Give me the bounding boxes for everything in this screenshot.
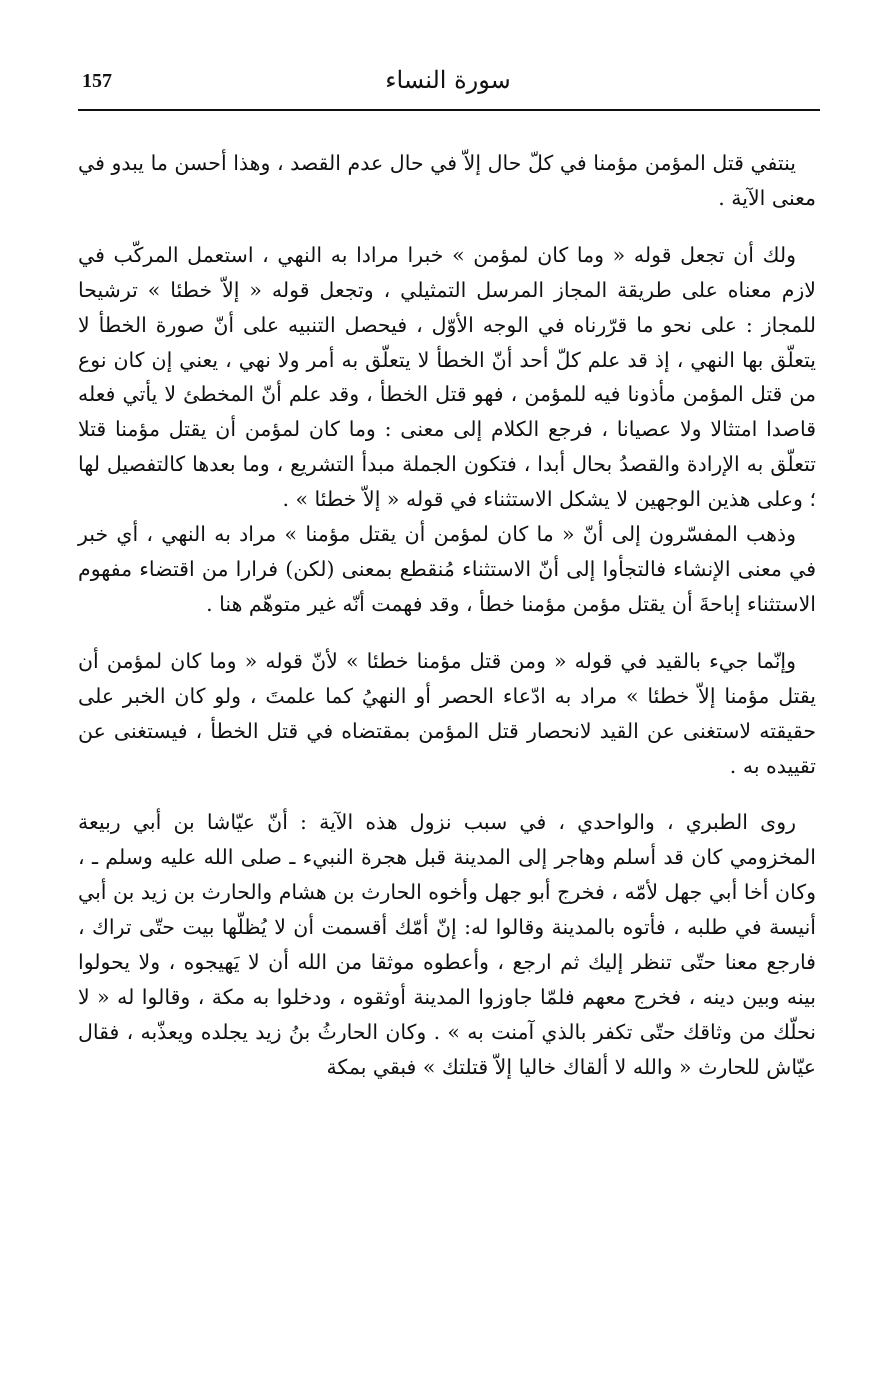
header-rule <box>78 109 820 111</box>
paragraph: ينتفي قتل المؤمن مؤمنا في كلّ حال إلاّ في حال عدم القصد ، وهذا أحسن ما يبدو في معنى الآية . <box>78 151 816 210</box>
paragraph: ولك أن تجعل قوله « وما كان لمؤمن » خبرا مرادا به النهي ، استعمل المركّب في لازم معناه على طريقة المجاز المرسل التمثيلي ، وتجعل قوله « إلاّ خطئا » ترشيحا للمجاز : على نحو ما قرّرناه في الوجه الأوّل ، فيحصل التنبيه على أنّ صورة الخطأ لا يتعلّق بها النهي ، إذ قد علم كلّ أحد أنّ الخطأ لا يتعلّق به أمر ولا نهي ، يعني إن كان نوع من قتل المؤمن مأذونا فيه للمؤمن ، فهو قتل الخطأ ، وقد علم أنّ المخطئ لا يأتي فعله قاصدا امتثالا ولا عصيانا ، فرجع الكلام إلى معنى : وما كان لمؤمن أن يقتل مؤمنا قتلا تتعلّق به الإرادة والقصدُ بحال أبدا ، فتكون الجملة مبدأ التشريع ، وما بعدها كالتفصيل لها ؛ وعلى هذين الوجهين لا يشكل الاستثناء في قوله « إلاّ خطئا » . <box>78 242 816 512</box>
paragraph: وذهب المفسّرون إلى أنّ « ما كان لمؤمن أن يقتل مؤمنا » مراد به النهي ، أي خبر في معنى الإنشاء فالتجأوا إلى أنّ الاستثناء مُنقطع بمعنى (لكن) فرارا من اقتضاء مفهوم الاستثناء إباحةَ أن يقتل مؤمن مؤمنا خطأ ، وقد فهمت أنّه غير متوهّم هنا . <box>78 522 816 616</box>
page-header <box>78 58 818 102</box>
paragraph: روى الطبري ، والواحدي ، في سبب نزول هذه الآية : أنّ عيّاشا بن أبي ربيعة المخزومي كان قد أسلم وهاجر إلى المدينة قبل هجرة النبيء ـ صلى الله عليه وسلم ـ ، وكان أخا أبي جهل لأمّه ، فخرج أبو جهل وأخوه الحارث بن هشام والحارث بن زيد بن أبي أنيسة في طلبه ، فأتوه بالمدينة وقالوا له: إنّ أمّك أقسمت أن لا يُظلّها بيت حتّى تراك ، فارجع معنا حتّى تنظر إليك ثم ارجع ، وأعطوه موثقا من الله أن لا يَهيجوه ، ولا يحولوا بينه وبين دينه ، فخرج معهم فلمّا جاوزوا المدينة أوثقوه ، ودخلوا به مكة ، وقالوا له « لا نحلّك من وثاقك حتّى تكفر بالذي آمنت به » . وكان الحارثُ بنُ زيد يجلده ويعذّبه ، فقال عيّاش للحارث « والله لا ألقاك خاليا إلاّ قتلتك » فبقي بمكة <box>78 810 816 1079</box>
running-title: سورة النساء <box>385 66 511 94</box>
page-number: 157 <box>82 70 112 92</box>
page-body <box>78 146 816 1085</box>
paragraph: وإنّما جيء بالقيد في قوله « ومن قتل مؤمنا خطئا » لأنّ قوله « وما كان لمؤمن أن يقتل مؤمنا إلاّ خطئا » مراد به ادّعاء الحصر أو النهيُ كما علمتَ ، ولو كان الخبر على حقيقته لاستغنى عن القيد لانحصار قتل المؤمن بمقتضاه في قتل الخطأ ، فيستغنى عن تقييده به . <box>78 648 816 778</box>
